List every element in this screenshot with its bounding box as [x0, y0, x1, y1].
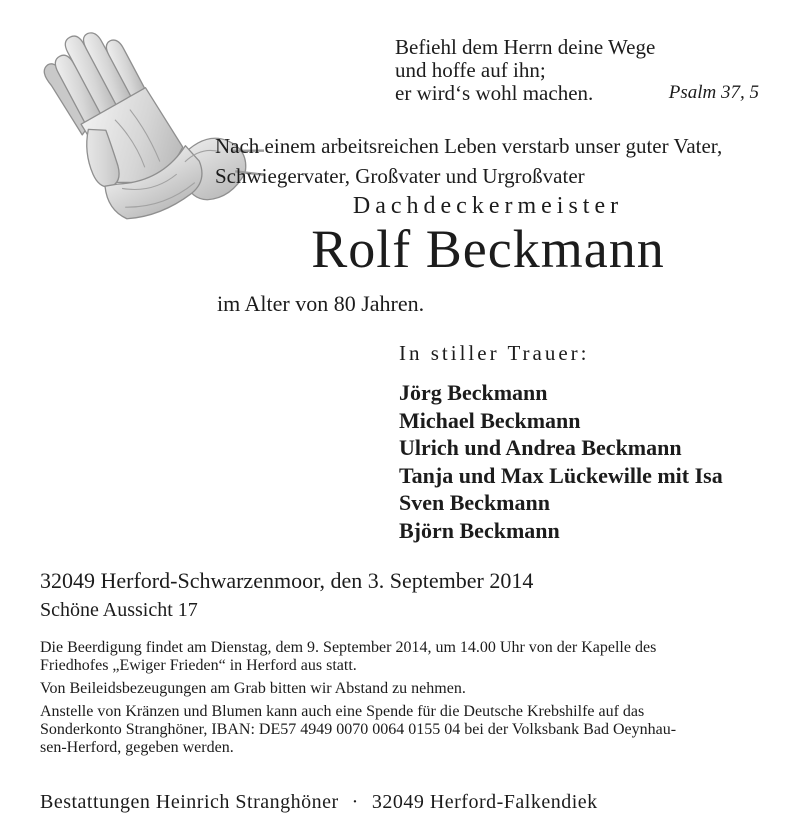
funeral-info-line: Friedhofes „Ewiger Frieden“ in Herford aus statt.: [40, 657, 357, 674]
footer-separator: ·: [351, 791, 359, 813]
psalm-reference: Psalm 37, 5: [668, 82, 759, 103]
verse-line: Befiehl dem Herrn deine Wege: [395, 35, 656, 59]
mourner-names: [399, 379, 723, 544]
donation-note-line: Sonderkonto Stranghöner, IBAN: DE57 4949 0070 0064 0155 04 bei der Volksbank Bad Oeynhau-: [40, 721, 677, 738]
verse-line: er wird‘s wohl machen.: [395, 81, 594, 105]
mourner-name: Jörg Beckmann: [399, 380, 548, 405]
mourner-name: Sven Beckmann: [399, 490, 550, 515]
intro-text: [215, 131, 722, 191]
mourner-name: Michael Beckmann: [399, 407, 581, 433]
funeral-home-location: 32049 Herford-Falkendiek: [371, 791, 598, 813]
mourning-heading: In stiller Trauer:: [399, 341, 590, 365]
mourner-name: Ulrich und Andrea Beckmann: [399, 435, 682, 460]
intro-line: Nach einem arbeitsreichen Leben verstarb unser guter Vater,: [215, 134, 723, 158]
mourner-name: Tanja und Max Lückewille mit Isa: [399, 462, 723, 488]
funeral-home-name: Bestattungen Heinrich Stranghöner: [40, 791, 339, 813]
bible-verse: [395, 36, 759, 105]
address-block: [40, 568, 533, 622]
verse-line: und hoffe auf ihn;: [395, 58, 546, 82]
age-line: im Alter von 80 Jahren.: [217, 291, 425, 316]
mourner-name: Björn Beckmann: [399, 517, 560, 543]
intro-line: Schwiegervater, Großvater und Urgroßvater: [215, 164, 585, 188]
date-location-line: 32049 Herford-Schwarzenmoor, den 3. September 2014: [40, 568, 534, 593]
announcements: [40, 634, 780, 762]
profession-title: Dachdeckermeister: [352, 193, 624, 219]
funeral-info-line: Die Beerdigung findet am Dienstag, dem 9. September 2014, um 14.00 Uhr von der Kapelle des: [40, 639, 657, 656]
mourning-section: [399, 341, 723, 544]
street-line: Schöne Aussicht 17: [40, 599, 198, 621]
condolence-note-line: Von Beileidsbezeugungen am Grab bitten wir Abstand zu nehmen.: [40, 680, 466, 697]
deceased-name: Rolf Beckmann: [311, 219, 665, 279]
funeral-home-footer: [40, 791, 598, 814]
donation-note-line: Anstelle von Kränzen und Blumen kann auch eine Spende für die Deutsche Krebshilfe auf das: [40, 703, 645, 720]
donation-note-line: sen-Herford, gegeben werden.: [40, 739, 234, 756]
name-block: [215, 193, 761, 277]
